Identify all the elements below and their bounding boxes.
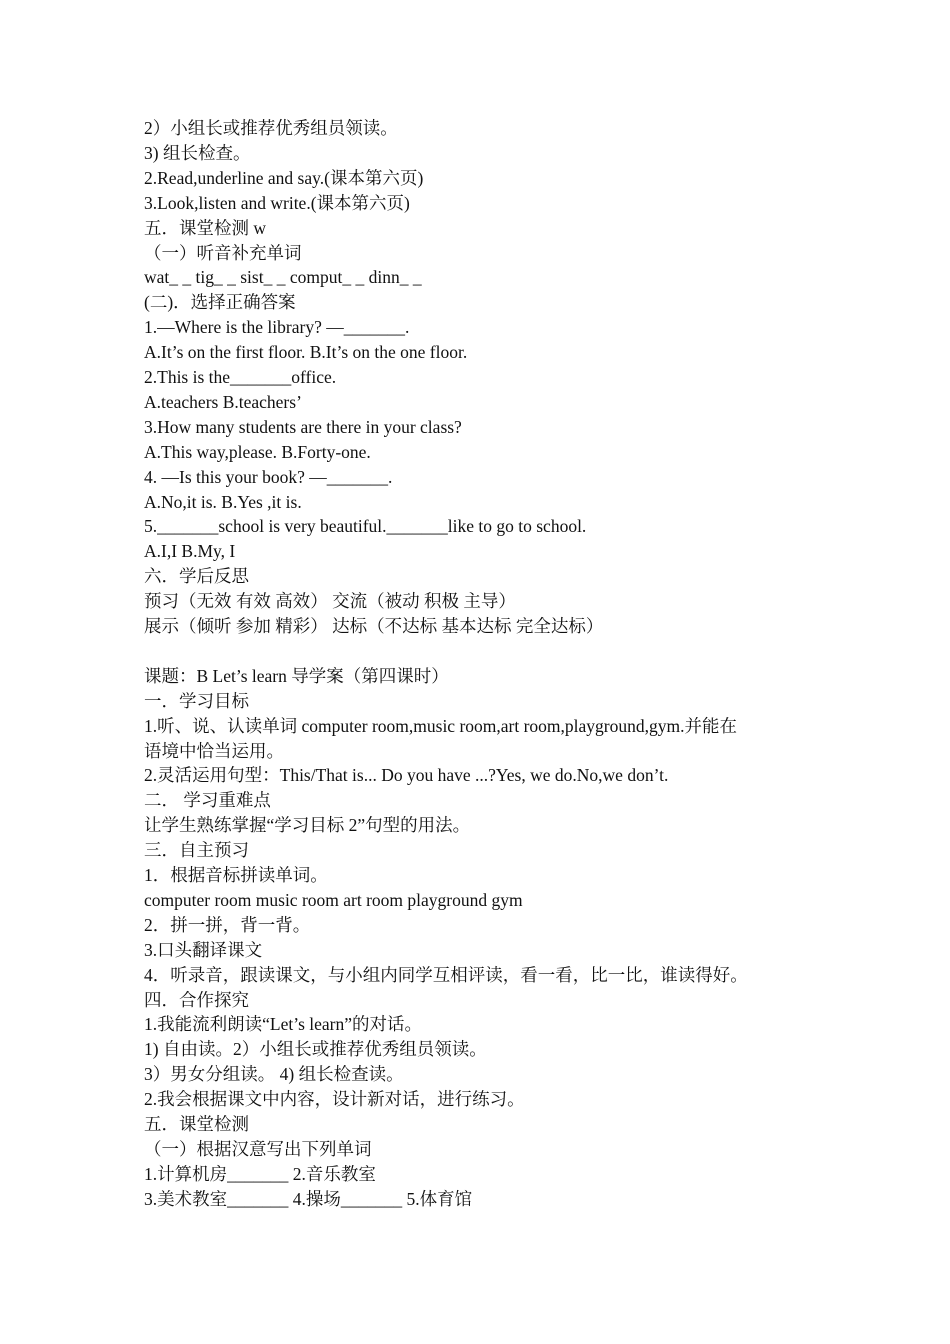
text-line: wat_ _ tig_ _ sist_ _ comput_ _ dinn_ _ [144, 267, 422, 288]
text-line: 1) 自由读。2）小组长或推荐优秀组员领读。 [144, 1039, 487, 1060]
text-line: A.I,I B.My, I [144, 541, 236, 562]
text-line: 1.—Where is the library? —_______. [144, 317, 410, 338]
text-line: 五．课堂检测 w [144, 217, 267, 238]
text-line: 4．听录音，跟读课文，与小组内同学互相评读，看一看，比一比，谁读得好。 [144, 964, 748, 985]
text-line: 2．拼一拼，背一背。 [144, 914, 311, 935]
text-line: 六．学后反思 [144, 566, 249, 587]
text-line: 3）男女分组读。 4) 组长检查读。 [144, 1064, 404, 1085]
text-line: 2.Read,underline and say.(课本第六页) [144, 167, 424, 188]
text-line: 3.Look,listen and write.(课本第六页) [144, 192, 410, 213]
text-line: 3.美术教室_______ 4.操场_______ 5.体育馆 [144, 1188, 473, 1209]
text-line: 语境中恰当运用。 [144, 740, 284, 761]
text-line: computer room music room art room playground gym [144, 889, 523, 910]
text-line: 3.口头翻译课文 [144, 939, 263, 960]
text-line: 2.This is the_______office. [144, 367, 337, 387]
text-line: 展示（倾听 参加 精彩） 达标（不达标 基本达标 完全达标） [144, 616, 604, 636]
text-line: 四．合作探究 [144, 989, 249, 1010]
text-line: 4. —Is this your book? —_______. [144, 466, 393, 487]
text-line: 1.我能流利朗读“Let’s learn”的对话。 [144, 1014, 422, 1035]
text-line: 2.我会根据课文中内容，设计新对话，进行练习。 [144, 1089, 525, 1110]
text-line: 3) 组长检查。 [144, 142, 251, 163]
text-line: A.teachers B.teachers’ [144, 391, 302, 412]
text-line: A.No,it is. B.Yes ,it is. [144, 491, 302, 512]
text-line: A.It’s on the first floor. B.It’s on the one floor. [144, 342, 468, 363]
text-line: 预习（无效 有效 高效） 交流（被动 积极 主导） [144, 591, 516, 612]
text-line: 5._______school is very beautiful._______like to go to school. [144, 516, 587, 537]
text-line: 课题：B Let’s learn 导学案（第四课时） [144, 665, 449, 686]
text-line: (二)．选择正确答案 [144, 292, 296, 313]
text-line: 让学生熟练掌握“学习目标 2”句型的用法。 [144, 815, 471, 836]
text-line: （一）听音补充单词 [144, 242, 302, 263]
text-line: 1．根据音标拼读单词。 [144, 865, 328, 885]
text-line: 二． 学习重难点 [144, 790, 271, 811]
text-line: A.This way,please. B.Forty-one. [144, 441, 371, 462]
text-line: 一．学习目标 [144, 690, 249, 711]
text-line: 三．自主预习 [144, 840, 249, 861]
text-line: 2.灵活运用句型：This/That is... Do you have ...?Yes, we do.No,we don’t. [144, 765, 669, 786]
text-line: 1.听、说、认读单词 computer room,music room,art room,playground,gym.并能在 [144, 715, 737, 736]
text-line: 1.计算机房_______ 2.音乐教室 [144, 1163, 376, 1184]
text-line: 3.How many students are there in your class? [144, 416, 462, 437]
text-line: 五．课堂检测 [144, 1114, 249, 1134]
text-line: （一）根据汉意写出下列单词 [144, 1138, 372, 1159]
text-line: 2）小组长或推荐优秀组员领读。 [144, 118, 398, 138]
